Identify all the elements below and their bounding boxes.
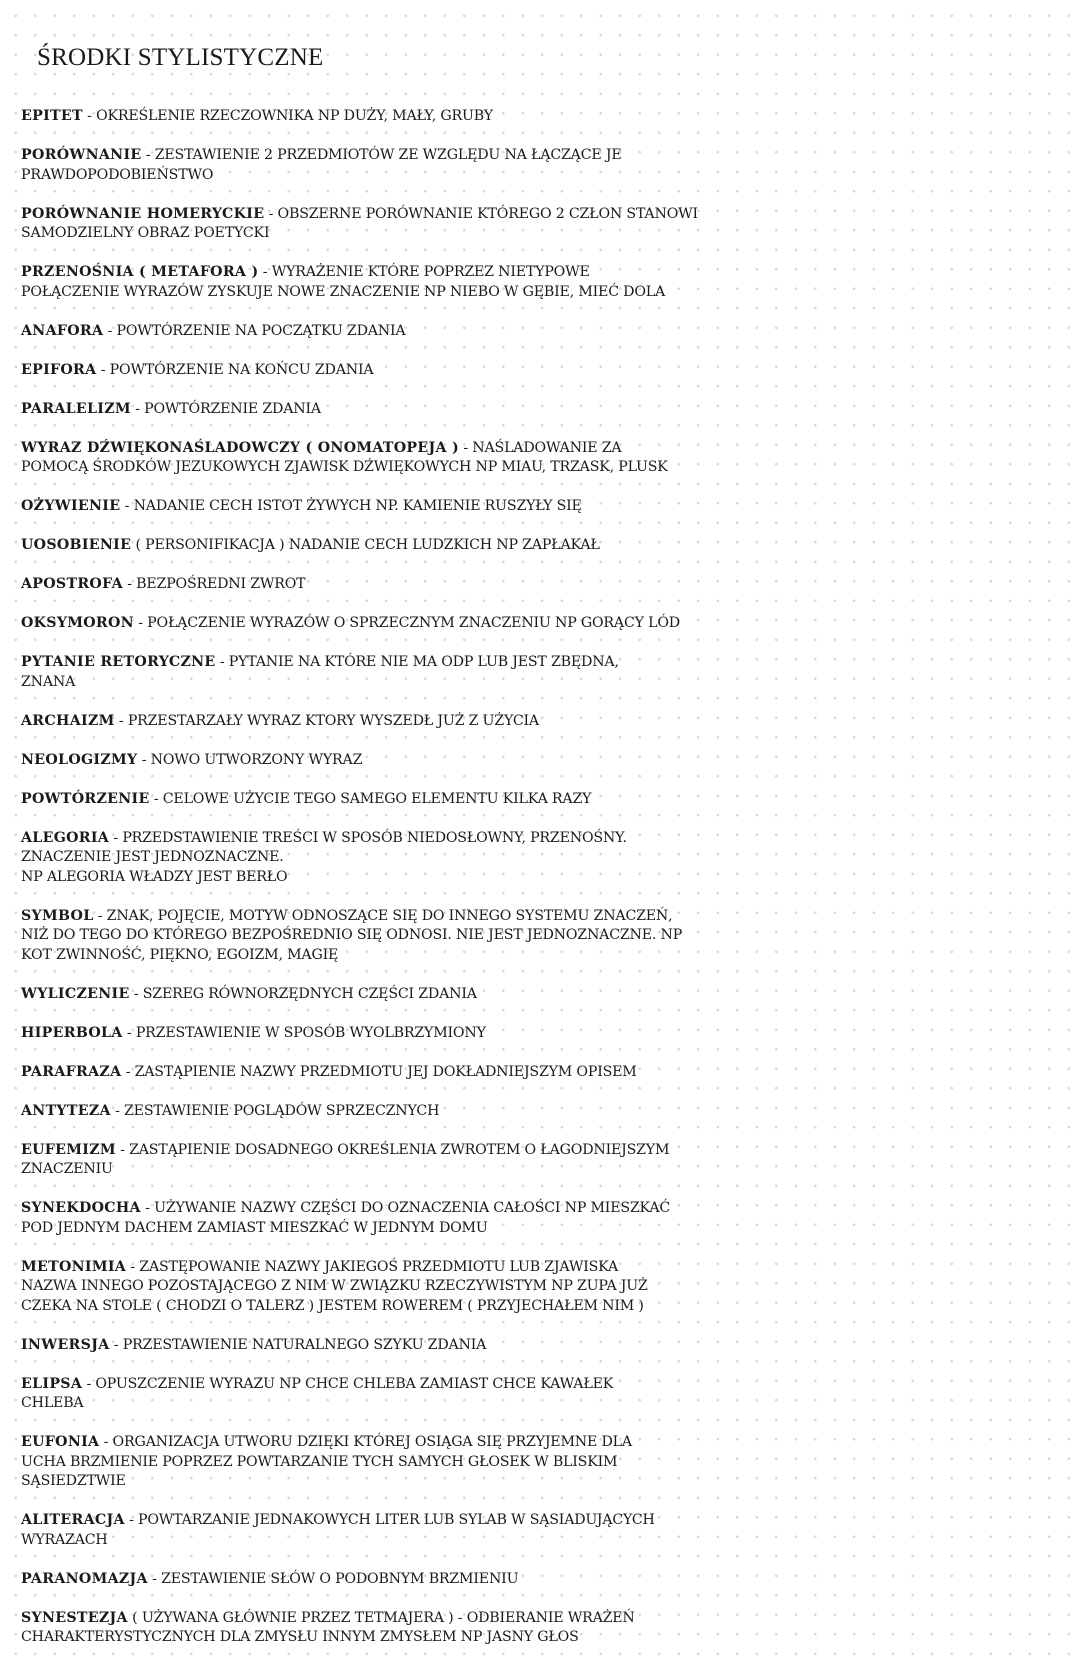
entry-definition: ( UŻYWANA GŁÓWNIE PRZEZ TETMAJERA ) - ODBIERANIE WRAŻEŃ CHARAKTERYSTYCZNYCH DLA ZMYSŁU INNYM ZMYSŁEM NP JASNY GŁOS	[21, 1609, 635, 1645]
entry-term: NEOLOGIZMY	[21, 751, 138, 768]
entry-term: PARAFRAZA	[21, 1063, 122, 1080]
entry-term: PORÓWNANIE	[21, 147, 142, 163]
entry-definition: - ZASTĄPIENIE NAZWY PRZEDMIOTU JEJ DOKŁADNIEJSZYM OPISEM	[121, 1063, 637, 1080]
page-title: ŚRODKI STYLISTYCZNE	[37, 44, 324, 71]
list-item	[21, 1102, 741, 1122]
list-item	[21, 829, 741, 888]
entry-term: ANAFORA	[21, 322, 104, 339]
entry-definition: - POŁĄCZENIE WYRAZÓW O SPRZECZNYM ZNACZENIU NP GORĄCY LÓD	[133, 615, 680, 631]
list-item	[21, 653, 741, 692]
entry-term: PORÓWNANIE HOMERYCKIE	[21, 205, 265, 222]
list-item	[21, 322, 741, 342]
list-item	[21, 361, 741, 381]
entry-term: EPIFORA	[21, 361, 97, 378]
entry-definition: - UŻYWANIE NAZWY CZĘŚCI DO OZNACZENIA CAŁOŚCI NP MIESZKAĆ POD JEDNYM DACHEM ZAMIAST MIESZKAĆ W JEDNYM DOMU	[21, 1200, 671, 1236]
entry-term: APOSTROFA	[21, 576, 123, 592]
entry-definition: - ZESTAWIENIE SŁÓW O PODOBNYM BRZMIENIU	[147, 1570, 519, 1587]
entry-term: EUFEMIZM	[21, 1141, 116, 1158]
entry-term: UOSOBIENIE	[21, 537, 132, 553]
entry-term: WYLICZENIE	[21, 985, 130, 1002]
list-item	[21, 497, 741, 517]
entry-term: POWTÓRZENIE	[21, 790, 150, 807]
list-item	[21, 536, 741, 556]
entry-definition: - ZESTAWIENIE POGLĄDÓW SPRZECZNYCH	[110, 1102, 440, 1119]
list-item	[21, 1336, 741, 1356]
entry-term: PYTANIE RETORYCZNE	[21, 654, 216, 670]
entry-definition: - PRZESTAWIENIE W SPOSÓB WYOLBRZYMIONY	[122, 1024, 486, 1041]
list-item	[21, 751, 741, 771]
list-item	[21, 614, 741, 634]
entry-definition: ( PERSONIFIKACJA ) NADANIE CECH LUDZKICH NP ZAPŁAKAŁ	[131, 537, 600, 553]
entry-definition: - PYTANIE NA KTÓRE NIE MA ODP LUB JEST ZBĘDNA, ZNANA	[21, 654, 619, 690]
entry-definition: - BEZPOŚREDNI ZWROT	[122, 576, 306, 592]
entry-term: OŻYWIENIE	[21, 498, 121, 514]
entry-definition: - POWTÓRZENIE NA KOŃCU ZDANIA	[96, 361, 374, 378]
entry-definition: - PRZESTARZAŁY WYRAZ KTORY WYSZEDŁ JUŻ Z UŻYCIA	[114, 712, 539, 729]
entry-term: OKSYMORON	[21, 615, 134, 631]
entry-definition: - ZESTAWIENIE 2 PRZEDMIOTÓW ZE WZGLĘDU NA ŁĄCZĄCE JE PRAWDOPODOBIEŃSTWO	[21, 147, 622, 183]
list-item	[21, 985, 741, 1005]
entry-definition: - ORGANIZACJA UTWORU DZIĘKI KTÓREJ OSIĄGA SIĘ PRZYJEMNE DLA UCHA BRZMIENIE POPRZEZ POWTARZANIE TYCH SAMYCH GŁOSEK W BLISKIM SĄSIEDZTWIE	[21, 1434, 632, 1489]
list-item	[21, 1433, 741, 1492]
entry-definition: - NOWO UTWORZONY WYRAZ	[137, 751, 363, 768]
entry-term: ELIPSA	[21, 1375, 83, 1392]
entry-term: METONIMIA	[21, 1258, 127, 1275]
entry-term: ANTYTEZA	[21, 1102, 111, 1119]
list-item	[21, 400, 741, 420]
entry-term: INWERSJA	[21, 1336, 110, 1353]
list-item	[21, 1141, 741, 1180]
entry-term: PARALELIZM	[21, 400, 131, 417]
list-item	[21, 1063, 741, 1083]
list-item	[21, 790, 741, 810]
list-item	[21, 1570, 741, 1590]
entry-definition: - CELOWE UŻYCIE TEGO SAMEGO ELEMENTU KILKA RAZY	[149, 790, 592, 807]
list-item	[21, 1258, 741, 1317]
entry-term: EUFONIA	[21, 1434, 100, 1450]
entry-definition: - NADANIE CECH ISTOT ŻYWYCH NP. KAMIENIE RUSZYŁY SIĘ	[120, 498, 582, 514]
entry-definition: - OBSZERNE PORÓWNANIE KTÓREGO 2 CZŁON STANOWI SAMODZIELNY OBRAZ POETYCKI	[21, 205, 698, 241]
entry-term: SYNESTEZJA	[21, 1609, 128, 1626]
entry-definition: - ZASTĘPOWANIE NAZWY JAKIEGOŚ PRZEDMIOTU LUB ZJAWISKA NAZWA INNEGO POZOSTAJĄCEGO Z NIM W ZWIĄZKU RZECZYWISTYM NP ZUPA JUŻ CZEKA NA STOLE ( CHODZI O TALERZ ) JESTEM ROWEREM ( PRZYJECHAŁEM NIM )	[21, 1258, 648, 1314]
entries-list	[21, 107, 741, 1667]
entry-definition: - NAŚLADOWANIE ZA POMOCĄ ŚRODKÓW JEZUKOWYCH ZJAWISK DŹWIĘKOWYCH NP MIAU, TRZASK, PLUSK	[21, 439, 668, 475]
entry-term: EPITET	[21, 108, 83, 124]
list-item	[21, 263, 741, 302]
entry-term: WYRAZ DŹWIĘKONAŚLADOWCZY ( ONOMATOPEJA )	[21, 439, 460, 456]
list-item	[21, 712, 741, 732]
list-item	[21, 205, 741, 244]
list-item	[21, 575, 741, 595]
entry-term: SYNEKDOCHA	[21, 1200, 141, 1216]
entry-definition: - POWTARZANIE JEDNAKOWYCH LITER LUB SYLAB W SĄSIADUJĄCYCH WYRAZACH	[21, 1512, 655, 1548]
entry-definition: - OPUSZCZENIE WYRAZU NP CHCE CHLEBA ZAMIAST CHCE KAWAŁEK CHLEBA	[21, 1375, 614, 1411]
entry-definition: - ZNAK, POJĘCIE, MOTYW ODNOSZĄCE SIĘ DO INNEGO SYSTEMU ZNACZEŃ, NIŻ DO TEGO DO KTÓREGO BEZPOŚREDNIO SIĘ ODNOSI. NIE JEST JEDNOZNACZNE. NP KOT ZWINNOŚĆ, PIĘKNO, EGOIZM, MAGIĘ	[21, 907, 683, 963]
list-item	[21, 107, 741, 127]
entry-definition: - ZASTĄPIENIE DOSADNEGO OKREŚLENIA ZWROTEM O ŁAGODNIEJSZYM ZNACZENIU	[21, 1141, 670, 1177]
list-item	[21, 1375, 741, 1414]
entry-term: ARCHAIZM	[21, 712, 115, 729]
entry-definition: - SZEREG RÓWNORZĘDNYCH CZĘŚCI ZDANIA	[129, 985, 477, 1002]
list-item	[21, 146, 741, 185]
entry-definition: - WYRAŻENIE KTÓRE POPRZEZ NIETYPOWE POŁĄCZENIE WYRAZÓW ZYSKUJE NOWE ZNACZENIE NP NIEBO W GĘBIE, MIEĆ DOLA	[21, 264, 666, 300]
entry-definition: - OKREŚLENIE RZECZOWNIKA NP DUŻY, MAŁY, GRUBY	[82, 108, 493, 124]
list-item	[21, 907, 741, 966]
entry-term: SYMBOL	[21, 907, 94, 924]
list-item	[21, 1024, 741, 1044]
list-item	[21, 1199, 741, 1238]
entry-definition: - PRZESTAWIENIE NATURALNEGO SZYKU ZDANIA	[109, 1336, 487, 1353]
entry-term: ALEGORIA	[21, 829, 110, 846]
entry-term: ALITERACJA	[21, 1512, 125, 1528]
entry-definition: - POWTÓRZENIE NA POCZĄTKU ZDANIA	[103, 322, 406, 339]
list-item	[21, 1609, 741, 1648]
list-item	[21, 1511, 741, 1550]
entry-term: HIPERBOLA	[21, 1024, 123, 1041]
entry-definition: - PRZEDSTAWIENIE TREŚCI W SPOSÓB NIEDOSŁOWNY, PRZENOŚNY. ZNACZENIE JEST JEDNOZNACZNE. NP ALEGORIA WŁADZY JEST BERŁO	[21, 829, 627, 885]
entry-definition: - POWTÓRZENIE ZDANIA	[130, 400, 321, 417]
entry-term: PRZENOŚNIA ( METAFORA )	[21, 264, 259, 280]
list-item	[21, 439, 741, 478]
entry-term: PARANOMAZJA	[21, 1570, 148, 1587]
